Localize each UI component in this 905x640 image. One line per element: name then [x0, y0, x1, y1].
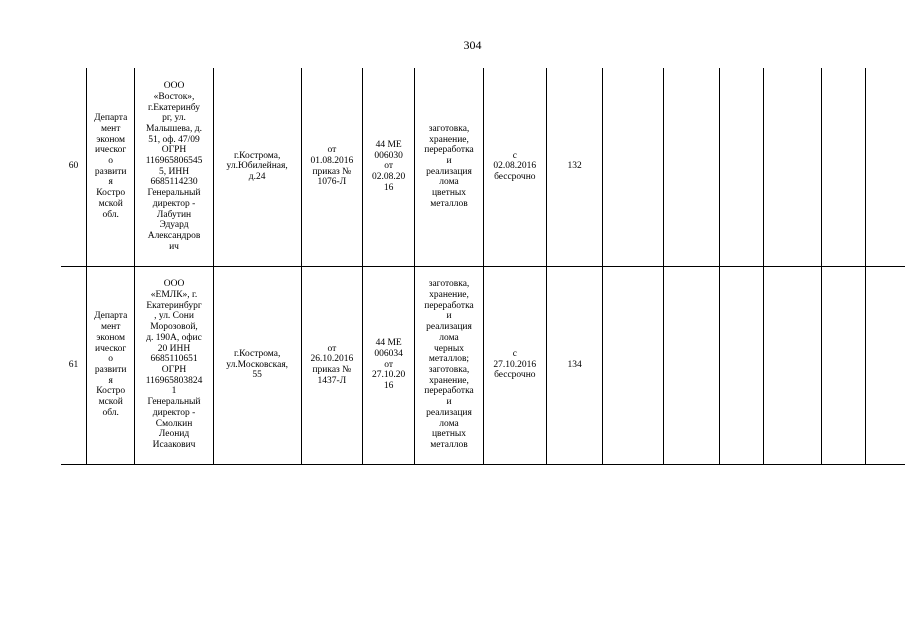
empty-cell [865, 266, 905, 464]
order-cell [301, 266, 362, 464]
record-code-cell [546, 68, 602, 266]
empty-cell [719, 68, 763, 266]
site-address-cell [213, 266, 301, 464]
empty-cell [821, 266, 865, 464]
empty-cell [719, 266, 763, 464]
record-code-cell [546, 266, 602, 464]
validity-term: с 27.10.2016 бессрочно [493, 348, 537, 381]
licensed-activity: заготовка, хранение, переработка и реализация лома цветных металлов [424, 123, 474, 209]
empty-cell [763, 266, 821, 464]
empty-cell [821, 68, 865, 266]
company-details: ООО «ЕМЛК», г. Екатеринбург , ул. Сони Морозовой, д. 190А, офис 20 ИНН 6685110651 ОГРН 116965803824 1 Генеральный директор - Смолкин Леонид Исаакович [145, 279, 203, 450]
row-number: 61 [68, 359, 79, 370]
licensing-authority: Департа мент эконом ическог о развити я Костро мской обл. [94, 113, 128, 220]
row-number-cell [61, 266, 86, 464]
validity-term: с 02.08.2016 бессрочно [493, 150, 537, 183]
row-number-cell [61, 68, 86, 266]
license-number-cell [363, 266, 415, 464]
record-code: 132 [567, 161, 582, 172]
page-number: 304 [463, 38, 482, 52]
empty-cell [663, 68, 719, 266]
order-cell [301, 68, 362, 266]
licensed-activity: заготовка, хранение, переработка и реализация лома черных металлов; заготовка, хранение, переработка и реализация лома цветных металлов [424, 279, 474, 450]
license-number-cell [363, 68, 415, 266]
company-details: ООО «Восток», г.Екатеринбу рг, ул. Малышева, д. 51, оф. 47/09 ОГРН 116965806545 5, ИНН 6685114230 Генеральный директор - Лабутин Эдуард Александров ич [145, 81, 203, 252]
company-details-cell [135, 68, 213, 266]
record-code: 134 [567, 359, 582, 370]
table-row [61, 266, 905, 464]
licensing-authority: Департа мент эконом ическог о развити я Костро мской обл. [94, 311, 128, 418]
activity-cell [415, 68, 483, 266]
empty-cell [763, 68, 821, 266]
empty-cell [603, 68, 664, 266]
order-details: от 26.10.2016 приказ № 1437-Л [310, 343, 354, 386]
empty-cell [663, 266, 719, 464]
license-number: 44 МЕ 006030 от 02.08.20 16 [372, 139, 406, 193]
validity-term-cell [483, 68, 546, 266]
site-address: г.Кострома, ул.Юбилейная, д.24 [226, 150, 288, 183]
activity-cell [415, 266, 483, 464]
site-address-cell [213, 68, 301, 266]
site-address: г.Кострома, ул.Московская, 55 [226, 348, 289, 381]
order-details: от 01.08.2016 приказ № 1076-Л [310, 145, 354, 188]
licensing-authority-cell [86, 68, 134, 266]
table-row [61, 68, 905, 266]
company-details-cell [135, 266, 213, 464]
license-number: 44 МЕ 006034 от 27.10.20 16 [372, 338, 406, 392]
empty-cell [865, 68, 905, 266]
empty-cell [603, 266, 664, 464]
license-registry-table [61, 68, 905, 465]
licensing-authority-cell [86, 266, 134, 464]
validity-term-cell [483, 266, 546, 464]
row-number: 60 [68, 161, 79, 172]
